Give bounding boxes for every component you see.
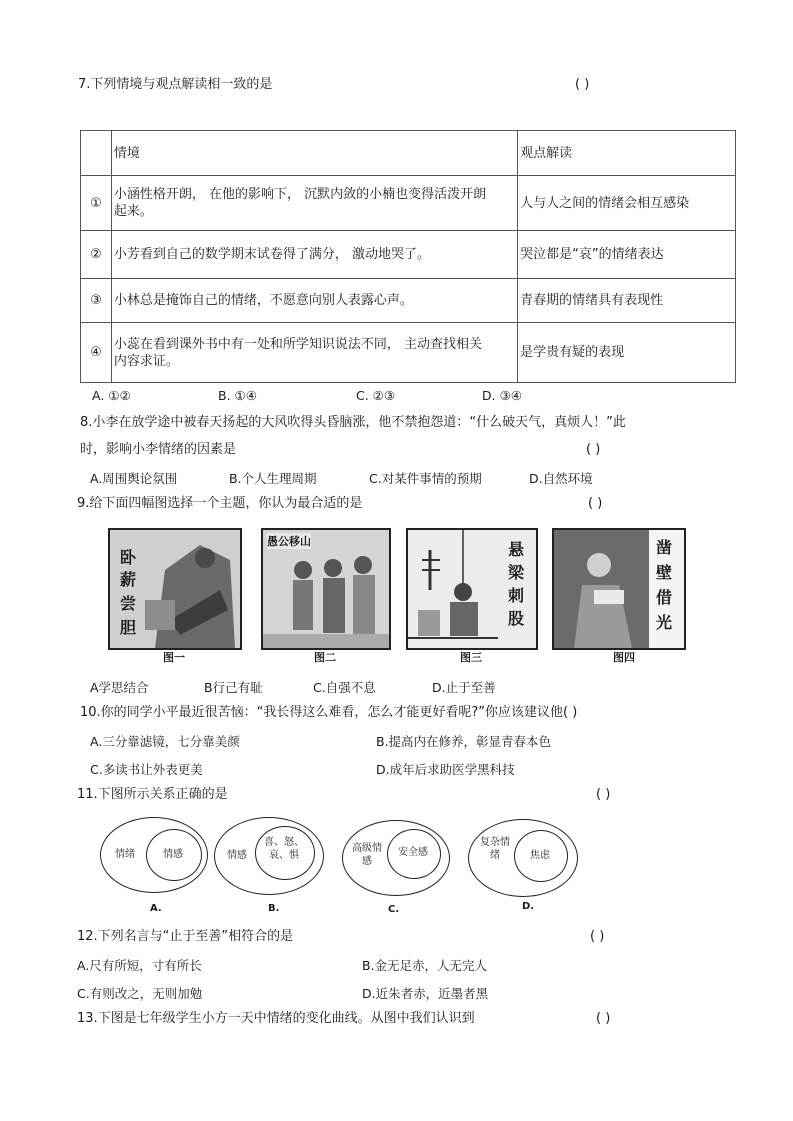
q13-stem: 13.下图是七年级学生小方一天中情绪的变化曲线。从图中我们认识到 (77, 1011, 475, 1026)
picture-4-title-char: 壁 (655, 563, 672, 582)
table-row (81, 323, 736, 383)
row-situation: 小芳看到自己的数学期末试卷得了满分， 激动地哭了。 (111, 231, 517, 279)
q12-option-d: D.近朱者赤，近墨者黑 (362, 986, 489, 1001)
picture-4-title-char: 凿 (655, 538, 672, 557)
q8-option-a: A.周围舆论氛围 (90, 471, 178, 486)
situation-line: 小涵性格开朗， 在他的影响下， 沉默内敛的小楠也变得活泼开朗 (113, 187, 487, 202)
q9-stem: 9.给下面四幅图选择一个主题，你认为最合适的是 (77, 496, 363, 511)
picture-1-title-char: 卧 (119, 548, 136, 567)
picture-4-title-char: 光 (655, 613, 672, 632)
diagram-a-inner-text: 情感 (163, 849, 183, 860)
picture-3-title-char: 股 (507, 609, 524, 628)
q10-option-c: C.多读书让外表更美 (90, 762, 203, 777)
row-viewpoint: 哭泣都是“哀”的情绪表达 (518, 231, 736, 279)
q9-option-a: A学思结合 (90, 680, 149, 695)
situation-line: 起来。 (113, 204, 153, 219)
diagram-a-label: A. (150, 903, 162, 914)
row-number: ② (81, 231, 112, 279)
q12-answer-paren: ( ) (590, 929, 605, 944)
q7-answer-paren: ( ) (575, 77, 590, 92)
row-situation (111, 323, 517, 383)
q7-option-d: D. ③④ (482, 388, 522, 403)
q9-answer-paren: ( ) (588, 496, 603, 511)
diagram-a-outer-text: 情绪 (115, 849, 135, 860)
q8-answer-paren: ( ) (586, 442, 601, 457)
table-row (81, 176, 736, 231)
q12-stem: 12.下列名言与“止于至善”相符合的是 (77, 929, 294, 944)
q7-stem: 7.下列情境与观点解读相一致的是 (78, 77, 273, 92)
situation-line: 小蕊在看到课外书中有一处和所学知识说法不同， 主动查找相关 (113, 336, 483, 352)
q9-option-d: D.止于至善 (432, 680, 496, 695)
row-situation (111, 176, 517, 231)
q11-stem: 11.下图所示关系正确的是 (77, 787, 228, 802)
q9-option-c: C.自强不息 (313, 680, 376, 695)
q7-option-a: A. ①② (92, 388, 131, 403)
picture-1-title-char: 薪 (119, 570, 136, 589)
table-header-situation: 情境 (111, 131, 517, 176)
row-number: ④ (81, 323, 112, 383)
q7-option-b: B. ①④ (218, 388, 257, 403)
picture-1-title-char: 尝 (119, 594, 136, 613)
q8-option-c: C.对某件事情的预期 (369, 471, 482, 486)
q12-option-a: A.尺有所短，寸有所长 (77, 958, 202, 973)
picture-1-label: 图一 (163, 651, 185, 664)
q9-option-b: B行己有耻 (204, 680, 263, 695)
row-viewpoint: 是学贵有疑的表现 (518, 323, 736, 383)
diagram-b-outer-text: 情感 (227, 850, 247, 861)
diagram-d-inner-text: 焦虑 (530, 850, 550, 861)
picture-2-yu-gong-yi-shan (261, 528, 391, 650)
picture-2-label: 图二 (314, 651, 336, 664)
table-header-viewpoint: 观点解读 (518, 131, 736, 176)
picture-1-title-char: 胆 (119, 618, 136, 637)
row-viewpoint: 人与人之间的情绪会相互感染 (518, 176, 736, 231)
q8-option-b: B.个人生理周期 (229, 471, 317, 486)
diagram-d-label: D. (522, 901, 535, 912)
picture-3-label: 图三 (460, 651, 482, 664)
table-cell (81, 131, 112, 176)
q13-answer-paren: ( ) (596, 1011, 611, 1026)
picture-1-wo-xin-chang-dan (108, 528, 242, 650)
picture-3-title-char: 梁 (507, 563, 524, 582)
q11-answer-paren: ( ) (596, 787, 611, 802)
row-viewpoint: 青春期的情绪具有表现性 (518, 279, 736, 323)
row-situation: 小林总是掩饰自己的情绪，不愿意向别人表露心声。 (111, 279, 517, 323)
row-number: ③ (81, 279, 112, 323)
picture-3-xuan-liang-ci-gu (406, 528, 538, 650)
picture-3-title-char: 刺 (507, 586, 524, 605)
diagram-b-label: B. (268, 903, 280, 914)
q10-stem: 10.你的同学小平最近很苦恼：“我长得这么难看，怎么才能更好看呢?”你应该建议他( ) (80, 705, 578, 720)
table-row (81, 231, 736, 279)
q7-table (80, 130, 736, 383)
table-header-row (81, 131, 736, 176)
row-number: ① (81, 176, 112, 231)
q7-option-c: C. ②③ (356, 388, 396, 403)
diagram-d-outer-text: 复杂情绪 (480, 837, 510, 861)
q10-option-b: B.提高内在修养，彰显青春本色 (376, 734, 552, 749)
diagram-c-label: C. (388, 904, 400, 915)
picture-4-title-char: 借 (655, 588, 672, 607)
q12-option-b: B.金无足赤，人无完人 (362, 958, 488, 973)
q10-option-d: D.成年后求助医学黑科技 (376, 762, 515, 777)
picture-4-zao-bi-jie-guang (552, 528, 686, 650)
diagram-c-outer-text: 高级情感 (352, 843, 382, 867)
q12-option-c: C.有则改之，无则加勉 (77, 986, 203, 1001)
q10-option-a: A.三分靠滤镜，七分靠美颜 (90, 734, 240, 749)
table-row (81, 279, 736, 323)
picture-2-title: 愚公移山 (267, 535, 311, 548)
q8-option-d: D.自然环境 (529, 471, 593, 486)
diagram-b-inner-text: 喜、怒、哀、惧 (264, 837, 304, 861)
picture-4-label: 图四 (613, 651, 635, 664)
q8-stem-line1: 8.小李在放学途中被春天扬起的大风吹得头昏脑涨，他不禁抱怨道：“什么破天气，真烦人！”此 (80, 415, 626, 430)
diagram-c-inner-text: 安全感 (398, 847, 428, 858)
situation-line: 内容求证。 (113, 353, 179, 369)
q8-stem-line2: 时，影响小李情绪的因素是 (80, 442, 237, 457)
picture-3-title-char: 悬 (507, 540, 524, 559)
